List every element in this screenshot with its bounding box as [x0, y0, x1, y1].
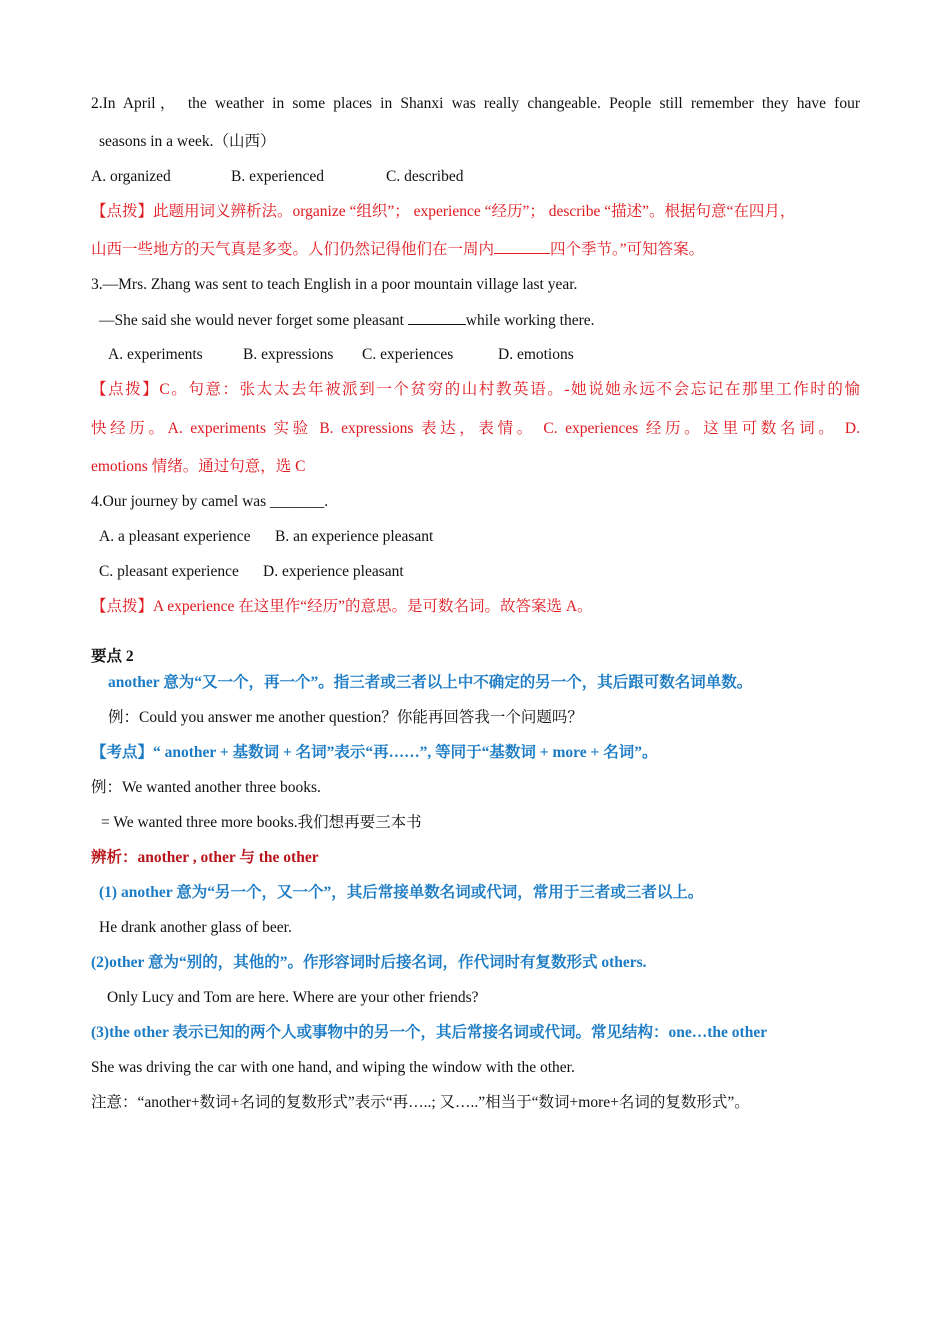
q3-line2-b: while working there.: [465, 312, 595, 329]
q2-hint-line2-a: 山西一些地方的天气真是多变。人们仍然记得他们在一周内: [91, 241, 495, 258]
q2-line2: seasons in a week.（山西）: [99, 133, 276, 150]
item-3: (3)the other 表示已知的两个人或事物中的另一个，其后常接名词或代词。常见结构：one…the other: [91, 1024, 768, 1041]
q4-option-a: A. a pleasant experience: [99, 528, 251, 545]
kaodian-note: 【考点】“ another + 基数词 + 名词”表示“再……”, 等同于“基数词 + more + 名词”。: [91, 744, 658, 761]
q3-hint-line3: emotions 情绪。通过句意，选 C: [91, 458, 306, 475]
q2-options: [91, 166, 860, 188]
q4-line1: 4.Our journey by camel was _______.: [91, 493, 329, 510]
example-1: 例：Could you answer me another question？你能再回答我一个问题吗？: [108, 709, 583, 726]
q2-line1: 2.In April， the weather in some places in Shanxi was really changeable. People still remember they have four: [91, 95, 860, 112]
q2-hint-line1: 【点拨】此题用词义辨析法。organize “组织”； experience “经历”； describe “描述”。根据句意“在四月，: [91, 203, 796, 220]
q4-option-b: B. an experience pleasant: [275, 528, 434, 545]
answer-blank: [494, 239, 550, 254]
q3-line2: [99, 310, 860, 332]
q3-hint-line2: 快经历。A. experiments 实验 B. expressions 表达，表情。 C. experiences 经历。这里可数名词。 D.: [91, 420, 860, 437]
q3-option-a: A. experiments: [108, 346, 203, 363]
q4-hint: 【点拨】A experience 在这里作“经历”的意思。是可数名词。故答案选 A。: [91, 598, 593, 615]
bianxi-heading: 辨析：another , other 与 the other: [91, 849, 319, 866]
q4-option-d: D. experience pleasant: [263, 563, 404, 580]
q3-option-c: C. experiences: [362, 346, 454, 363]
item-1: (1) another 意为“另一个，又一个”，其后常接单数名词或代词，常用于三者或三者以上。: [99, 884, 704, 901]
q4-options-row2: [99, 561, 860, 583]
q3-line2-a: —She said she would never forget some pleasant: [99, 312, 408, 329]
item-2: (2)other 意为“别的，其他的”。作形容词时后接名词，作代词时有复数形式 others.: [91, 954, 647, 971]
answer-blank: [408, 310, 466, 325]
section-heading: 要点 2: [91, 648, 134, 665]
q3-option-b: B. expressions: [243, 346, 334, 363]
item-3-example: She was driving the car with one hand, and wiping the window with the other.: [91, 1059, 575, 1076]
example-2-equivalent: = We wanted three more books.我们想再要三本书: [101, 814, 422, 831]
q2-hint-line2: [91, 239, 860, 261]
q2-option-b: B. experienced: [231, 168, 324, 185]
q3-line1: 3.—Mrs. Zhang was sent to teach English in a poor mountain village last year.: [91, 276, 578, 293]
item-1-example: He drank another glass of beer.: [99, 919, 292, 936]
q4-options-row1: [99, 526, 860, 548]
note: 注意：“another+数词+名词的复数形式”表示“再…..; 又…..”相当于“数词+more+名词的复数形式”。: [91, 1094, 750, 1111]
q2-hint-line2-b: 四个季节。”可知答案。: [550, 241, 705, 258]
q3-option-d: D. emotions: [498, 346, 574, 363]
q3-hint-line1: 【点拨】C。句意：张太太去年被派到一个贫穷的山村教英语。-她说她永远不会忘记在那里工作时的愉: [91, 381, 860, 398]
q4-option-c: C. pleasant experience: [99, 563, 239, 580]
q2-option-a: A. organized: [91, 168, 171, 185]
q2-option-c: C. described: [386, 168, 464, 185]
item-2-example: Only Lucy and Tom are here. Where are your other friends?: [107, 989, 479, 1006]
example-2: 例：We wanted another three books.: [91, 779, 321, 796]
another-definition: another 意为“又一个，再一个”。指三者或三者以上中不确定的另一个，其后跟可数名词单数。: [108, 674, 753, 691]
q3-options: [108, 344, 860, 366]
